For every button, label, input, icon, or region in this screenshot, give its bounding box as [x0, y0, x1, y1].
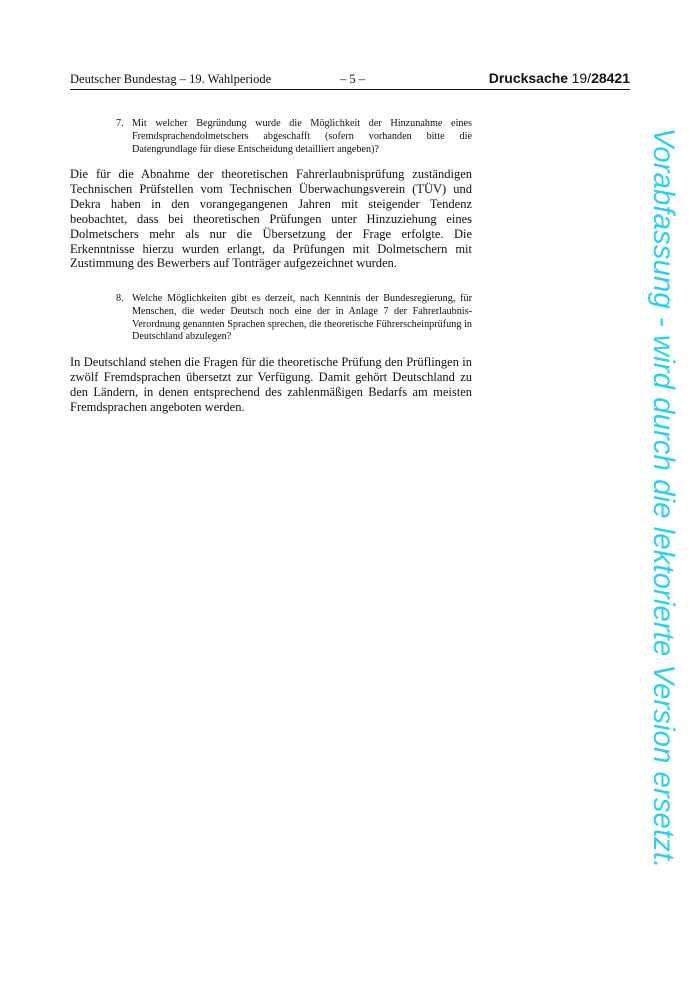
doc-label: Drucksache	[488, 70, 569, 86]
question-number: 8.	[116, 293, 124, 304]
answer-7: Die für die Abnahme der theoretischen Fahrerlaubnisprüfung zuständigen Technischen Prüfstellen vom Technischen Überwachungsverein (TÜV) und Dekra haben in den vorangegangenen Jahren mit steigender Tendenz beobachtet, dass bei theoretischen Prüfungen unter Hinzuziehung eines Dolmetschers mehr als nur die Übersetzung der Frage erfolgte. Die Erkenntnisse hierzu wurden erlangt, da Prüfungen mit Dolmetschern mit Zustimmung des Bewerbers auf Tonträger aufgezeichnet wurden.	[70, 167, 472, 271]
question-text: Welche Möglichkeiten gibt es derzeit, nach Kenntnis der Bundesregierung, für Menschen, die weder Deutsch noch eine der in Anlage 7 der Fahrerlaubnis-Verordnung genannten Sprachen sprechen, die theoretische Führerscheinprüfung in Deutschland abzulegen?	[132, 293, 472, 343]
header-document-number	[489, 70, 630, 88]
question-8	[116, 293, 472, 344]
header-publisher: Deutscher Bundestag – 19. Wahlperiode	[70, 72, 272, 86]
question-number: 7.	[116, 118, 124, 129]
page-header	[70, 70, 630, 90]
doc-number: 28421	[591, 70, 630, 86]
header-rule	[70, 89, 630, 90]
watermark-text: Vorabfassung - wird durch die lektorierte Version ersetzt.	[647, 127, 680, 869]
doc-number-prefix: 19/	[571, 70, 592, 86]
header-page-number: – 5 –	[340, 72, 365, 86]
question-text: Mit welcher Begründung wurde die Möglichkeit der Hinzunahme eines Fremdsprachendolmetschers abgeschafft (sofern vorhanden bitte die Datengrundlage für diese Entscheidung detailliert angeben)?	[132, 118, 472, 155]
answer-8: In Deutschland stehen die Fragen für die theoretische Prüfung den Prüflingen in zwölf Fremdsprachen übersetzt zur Verfügung. Damit gehört Deutschland zu den Ländern, in denen entsprechend des zahlenmäßigen Bedarfs am meisten Fremdsprachen angeboten werden.	[70, 355, 472, 414]
question-7	[116, 118, 472, 156]
